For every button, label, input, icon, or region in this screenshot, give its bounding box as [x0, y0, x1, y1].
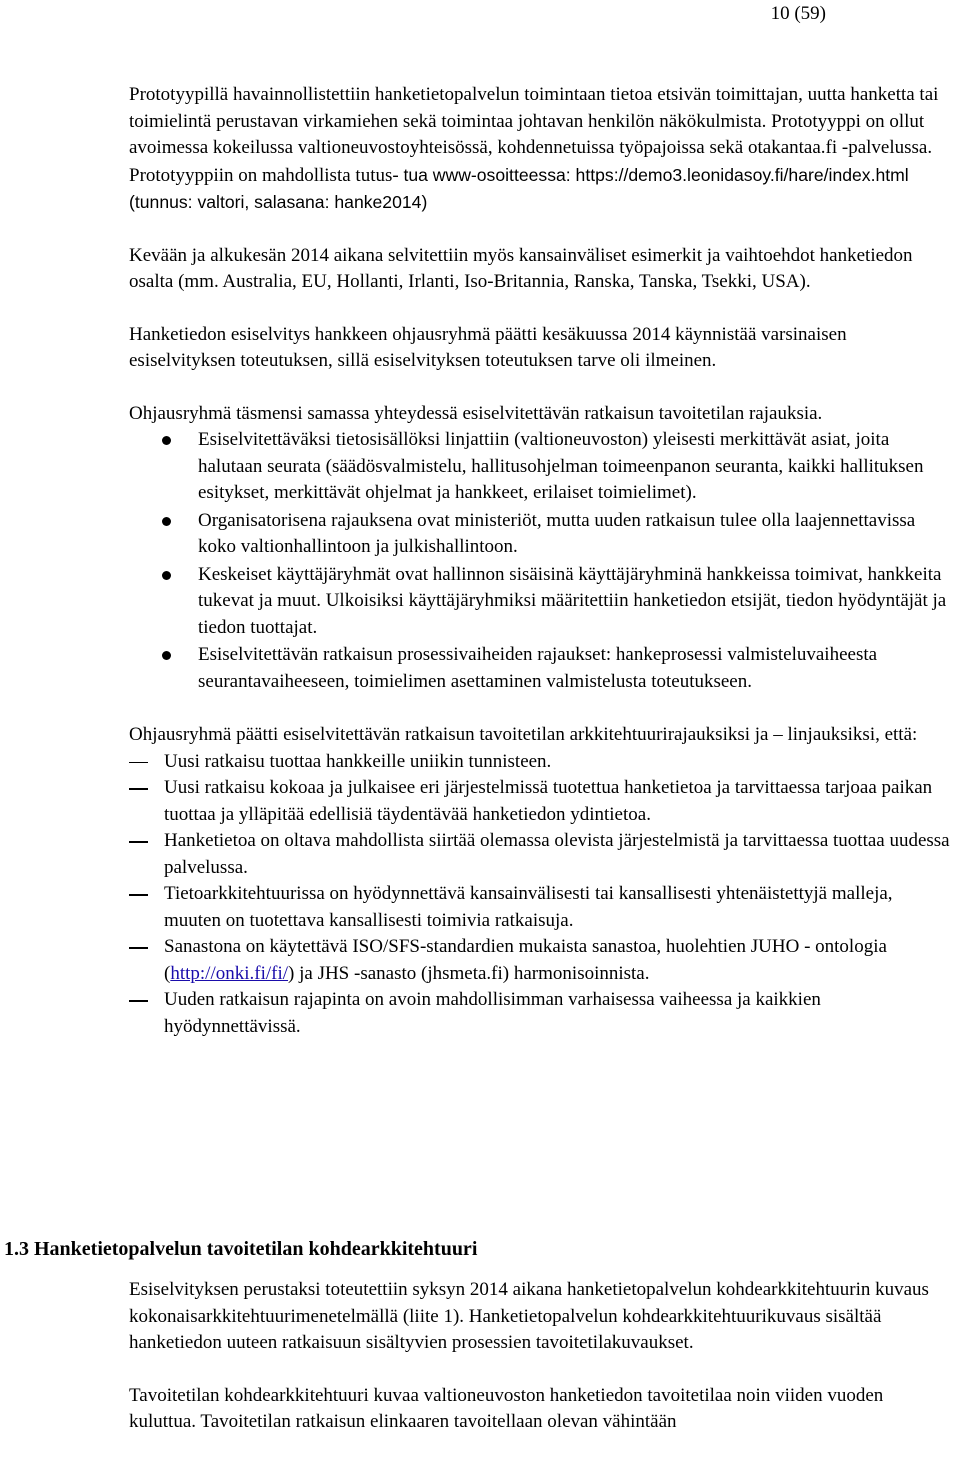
bullet-icon — [162, 571, 171, 580]
dash-icon — [129, 894, 148, 896]
bullet-text: Organisatorisena rajauksena ovat ministeriöt, mutta uuden ratkaisun tulee olla laajennettavissa koko valtionhallintoon ja julkishallintoon. — [198, 509, 916, 557]
dash-icon — [129, 788, 148, 790]
dash-icon — [129, 947, 148, 949]
bullet-text: Esiselvitettäväksi tietosisällöksi linjattiin (valtioneuvoston) yleisesti merkittävät asiat, joita halutaan seurata (säädösvalmistelu, hallitusohjelman toimeenpanon seuranta, kaikki hallituksen esitykset, merkittävät ohjelmat ja hankkeet, erilaiset toimielimet). — [198, 429, 924, 503]
section-heading: 1.3 Hanketietopalvelun tavoitetilan kohdearkkitehtuuri — [4, 1238, 478, 1260]
dash-item — [129, 881, 953, 934]
bullet-item — [129, 562, 953, 642]
dash-text: Uusi ratkaisu tuottaa hankkeille uniikin tunnisteen. — [164, 750, 552, 772]
intro-serif-text: Prototyypillä havainnollistettiin hanketietopalvelun toimintaan tietoa etsivän toimittajan, uutta hanketta tai toimielintä perustavan virkamiehen sekä toimintaa johtavan henkilön näkökulmista. Prototyyppi on ollut avoimessa kokeilussa valtioneuvostoyhteisössä, kohdennetuissa työpajoissa sekä otakantaa.fi -palvelussa. Prototyyppiin on mahdollista tutus- — [129, 84, 939, 186]
section-paragraph: Tavoitetilan kohdearkkitehtuuri kuvaa valtioneuvoston hanketiedon tavoitetilaa noin viiden vuoden kuluttua. Tavoitetilan ratkaisun elinkaaren tavoitellaan olevan vähintään — [129, 1384, 884, 1432]
bullet-icon — [162, 436, 171, 445]
dash-item — [129, 749, 953, 776]
dash-text: Sanastona on käytettävä ISO/SFS-standardien mukaista sanastoa, huolehtien JUHO - ontologia ( — [164, 936, 887, 984]
bullet-item — [129, 642, 953, 695]
dash-text: Tietoarkkitehtuurissa on hyödynnettävä kansainvälisesti tai kansallisesti yhtenäistettyjä malleja, muuten on tuotettava kansallisesti toimivia ratkaisuja. — [164, 883, 893, 931]
page-number: 10 (59) — [770, 3, 826, 24]
bullet-item — [129, 508, 953, 561]
bullet-text: Esiselvitettävän ratkaisun prosessivaiheiden rajaukset: hankeprosessi valmisteluvaiheesta seurantavaiheeseen, toimielimen asettaminen valmistelusta toteutukseen. — [198, 644, 878, 692]
dash-item — [129, 987, 953, 1040]
dash-text: Hanketietoa on oltava mahdollista siirtää olemassa olevista järjestelmistä ja tarvittaessa tuottaa uudessa palvelussa. — [164, 830, 950, 878]
dash-text-after-link: ) ja JHS -sanasto (jhsmeta.fi) harmonisoinnista. — [288, 962, 650, 984]
section-content — [129, 1277, 953, 1436]
dash-item — [129, 828, 953, 881]
section-paragraph: Esiselvityksen perustaksi toteutettiin syksyn 2014 aikana hanketietopalvelun kohdearkkitehtuurin kuvaus kokonaisarkkitehtuurimenetelmällä (liite 1). Hanketietopalvelun kohdearkkitehtuurikuvaus sisältää hanketiedon uuteen ratkaisuun sisältyvien prosessien tavoitetilakuvaukset. — [129, 1279, 929, 1353]
dash-text: Uusi ratkaisu kokoaa ja julkaisee eri järjestelmissä tuotettua hanketietoa ja tarvittaessa tarjoaa paikan tuottaa ja ylläpitää edellisiä täydentävää hanketiedon ydintietoa. — [164, 777, 933, 825]
scope-bullet-list — [129, 427, 953, 695]
dash-text: Uuden ratkaisun rajapinta on avoin mahdollisimman varhaisessa vaiheessa ja kaikkien hyödynnettävissä. — [164, 989, 821, 1037]
scope-paragraph: Ohjausryhmä täsmensi samassa yhteydessä esiselvitettävän ratkaisun tavoitetilan rajauksia. — [129, 402, 823, 424]
bullet-text: Keskeiset käyttäjäryhmät ovat hallinnon sisäisinä käyttäjäryhminä hankkeissa toimivat, hankkeita tukevat ja muut. Ulkoisiksi käyttäjäryhmiksi määritettiin hanketiedon etsijät, tiedon hyödyntäjät ja tiedon tuottajat. — [198, 563, 947, 638]
dash-item — [129, 934, 953, 987]
architecture-dash-list — [129, 749, 953, 1041]
architecture-intro-paragraph: Ohjausryhmä päätti esiselvitettävän ratkaisun tavoitetilan arkkitehtuurirajauksiksi ja – linjauksiksi, että: — [129, 724, 918, 745]
main-content — [129, 82, 953, 1040]
intro-url-text: tua www-osoitteessa: https://demo3.leonidasoy.fi/hare/index.html (tunnus: valtori, salasana: hanke2014) — [129, 164, 909, 212]
intro-paragraph — [129, 82, 953, 217]
dash-icon — [129, 841, 148, 843]
examples-paragraph: Kevään ja alkukesän 2014 aikana selvitettiin myös kansainväliset esimerkit ja vaihtoehdot hanketiedon osalta (mm. Australia, EU, Hollanti, Irlanti, Iso-Britannia, Ranska, Tanska, Tsekki, USA). — [129, 244, 913, 292]
bullet-icon — [162, 517, 171, 526]
dash-icon — [129, 762, 148, 764]
onki-link[interactable]: http://onki.fi/fi/ — [170, 962, 289, 984]
dash-icon — [129, 1000, 148, 1002]
bullet-icon — [162, 651, 171, 660]
decision-paragraph: Hanketiedon esiselvitys hankkeen ohjausryhmä päätti kesäkuussa 2014 käynnistää varsinaisen esiselvityksen toteutuksen, sillä esiselvityksen toteutuksen tarve oli ilmeinen. — [129, 323, 847, 371]
dash-item — [129, 775, 953, 828]
bullet-item — [129, 427, 953, 507]
